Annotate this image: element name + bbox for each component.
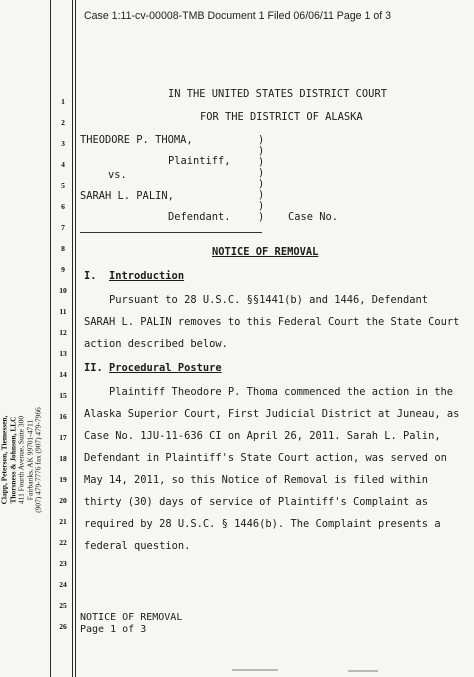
caption-paren: ) [258,211,265,223]
line-number: 21 [59,517,67,526]
section-2-line: federal question. [84,540,191,552]
caption-paren: ) [258,189,265,201]
line-number: 12 [59,328,67,337]
line-number: 6 [61,202,65,211]
case-number-label: Case No. [288,211,339,223]
section-2-number: II. [84,362,103,374]
section-1-number: I. [84,270,97,282]
plaintiff-name: THEODORE P. THOMA, [80,134,193,146]
caption-paren: ) [258,156,265,168]
line-number: 7 [61,223,65,232]
firm-name: Clapp, Peterson, Tiemessen, [0,415,9,505]
line-number: 10 [59,286,67,295]
section-2-line: Defendant in Plaintiff's State Court action, was served on [84,452,447,464]
section-2-line: Plaintiff Theodore P. Thoma commenced the action in the [109,386,454,398]
line-number: 18 [59,454,67,463]
line-number: 20 [59,496,67,505]
line-number: 13 [59,349,67,358]
section-2-line: thirty (30) days of service of Plaintiff's Complaint as [84,496,429,508]
margin-rule-inner-2 [75,0,76,677]
section-1-line: Pursuant to 28 U.S.C. §§1441(b) and 1446, Defendant [109,294,429,306]
line-number: 3 [61,139,65,148]
section-2-title: Procedural Posture [109,362,222,374]
footer-title: NOTICE OF REMOVAL [80,612,183,623]
section-2-line: Alaska Superior Court, First Judicial District at Juneau, as [84,408,460,420]
line-number: 15 [59,391,67,400]
line-number: 19 [59,475,67,484]
footer-page: Page 1 of 3 [80,624,147,635]
court-district: FOR THE DISTRICT OF ALASKA [200,111,363,123]
margin-rule-inner-1 [72,0,73,677]
section-2-line: May 14, 2011, so this Notice of Removal is filed within [84,474,429,486]
defendant-role: Defendant. [168,211,231,223]
plaintiff-role: Plaintiff, [168,155,231,167]
firm-name-2: Thorsness & Johnson, LLC [8,416,18,504]
margin-rule-outer [50,0,51,677]
scan-smudge [232,669,278,671]
caption-paren: ) [258,178,265,190]
caption-paren: ) [258,200,265,212]
section-2-line: required by 28 U.S.C. § 1446(b). The Complaint presents a [84,518,441,530]
document-title: NOTICE OF REMOVAL [212,246,319,258]
line-number: 5 [61,181,65,190]
line-number: 8 [61,244,65,253]
case-header: Case 1:11-cv-00008-TMB Document 1 Filed 06/06/11 Page 1 of 3 [84,10,391,22]
line-number: 11 [59,307,67,316]
firm-address: 411 Fourth Avenue, Suite 300 [16,415,26,505]
line-number: 24 [59,580,67,589]
scan-smudge [348,670,378,672]
line-number: 16 [59,412,67,421]
court-name: IN THE UNITED STATES DISTRICT COURT [168,88,387,100]
line-number: 4 [61,160,65,169]
line-number: 9 [61,265,65,274]
section-1-line: SARAH L. PALIN removes to this Federal Court the State Court [84,316,460,328]
line-number: 2 [61,118,65,127]
line-number: 25 [59,601,67,610]
caption-underline [80,232,262,233]
line-number: 14 [59,370,67,379]
caption-paren: ) [258,134,265,146]
line-number: 1 [61,97,65,106]
line-number: 17 [59,433,67,442]
firm-sidebar [1,385,44,535]
caption-paren: ) [258,145,265,157]
line-number: 26 [59,622,67,631]
firm-phone: (907) 479-7776 fax (907) 479-7966 [33,407,43,513]
line-number: 23 [59,559,67,568]
caption-paren: ) [258,167,265,179]
section-1-title: Introduction [109,270,185,282]
defendant-name: SARAH L. PALIN, [80,190,174,202]
line-number: 22 [59,538,67,547]
section-1-line: action described below. [84,338,228,350]
section-2-line: Case No. 1JU-11-636 CI on April 26, 2011. Sarah L. Palin, [84,430,441,442]
firm-city: Fairbanks, AK 99701-4711 [25,419,35,501]
versus: vs. [108,169,127,181]
